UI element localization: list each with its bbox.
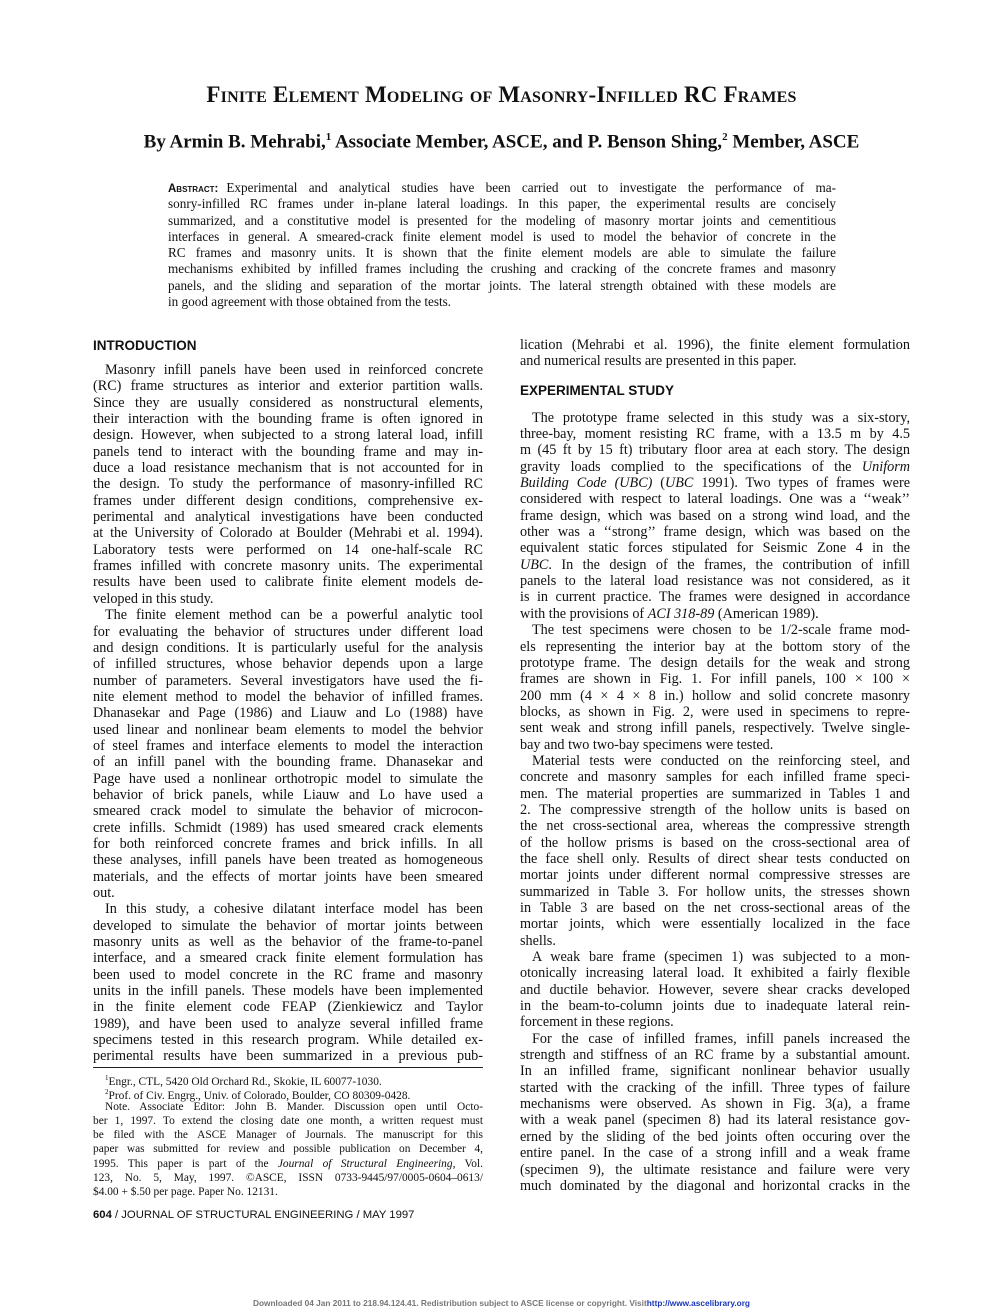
text-segment: Page have used a nonlinear orthotropic model to simulate the <box>93 770 483 787</box>
download-notice-text: Downloaded 04 Jan 2011 to 218.94.124.41. Redistribution subject to ASCE license or copyright. Visit <box>252 1298 647 1308</box>
paragraph <box>520 410 910 622</box>
text-line <box>93 640 483 656</box>
footnote-divider <box>93 1067 483 1068</box>
text-line <box>168 294 836 310</box>
text-line <box>520 1047 910 1063</box>
text-line <box>520 1112 910 1128</box>
text-line <box>93 1048 483 1064</box>
text-line <box>93 967 483 983</box>
text-segment: behavior of brick panels, while Liauw and Lo have used a <box>93 786 483 803</box>
text-segment: 1989), and have been used to analyze several infilled frame <box>93 1015 483 1032</box>
text-line <box>93 738 483 754</box>
text-line <box>520 998 910 1014</box>
italic-text: Journal of Structural Engineering <box>277 1157 453 1170</box>
text-line <box>93 509 483 525</box>
text-segment: $4.00 + $.50 per page. Paper No. 12131. <box>93 1186 278 1199</box>
text-segment: panels, and the sliding and separation of the mortar joints. The lateral strength obtained with these models are <box>168 277 836 293</box>
text-segment: paper was submitted for review and possible publication on December 4, <box>93 1143 483 1156</box>
text-segment: panels tend to interact with the bounding frame and may in- <box>93 443 483 460</box>
paragraph <box>93 362 483 607</box>
text-segment: in the finite element code FEAP (Zienkiewicz and Taylor <box>93 999 483 1016</box>
author-1: By Armin B. Mehrabi, <box>143 131 326 153</box>
paragraph <box>93 607 483 901</box>
text-line <box>93 705 483 721</box>
text-segment: strength and stiffness of an RC frame by a substantial amount. <box>520 1047 910 1064</box>
text-line <box>520 1031 910 1047</box>
text-line <box>93 983 483 999</box>
text-line <box>93 493 483 509</box>
text-line <box>93 444 483 460</box>
text-segment: blocks, as shown in Fig. 2, were used in specimens to repre- <box>520 703 910 720</box>
text-segment: masonry units as well as the behavior of the frame-to-panel <box>93 934 483 951</box>
text-segment: mechanisms were observed. As shown in Fig. 3(a), a frame <box>520 1096 910 1113</box>
text-segment: (specimen 9), the ultimate resistance and failure were very <box>520 1161 910 1178</box>
text-line <box>520 1162 910 1178</box>
text-segment: The test specimens were chosen to be 1/2-scale frame mod- <box>532 622 910 639</box>
text-line <box>93 1157 483 1171</box>
text-line <box>93 885 483 901</box>
text-segment: units in the infill panels. These models have been implemented <box>93 983 483 1000</box>
footnote-text: Prof. of Civ. Engrg., Univ. of Colorado, Boulder, CO 80309-0428. <box>108 1090 411 1103</box>
text-segment: mechanisms exhibited by infilled frames including the crushing and cracking of the concrete frames and masonry <box>168 261 836 277</box>
text-line <box>93 427 483 443</box>
text-line <box>520 884 910 900</box>
text-segment: of an infill panel with the bounding frame. Dhanasekar and <box>93 754 483 771</box>
text-line <box>520 900 910 916</box>
text-segment: nite element method to model the behavior of infilled frames. <box>93 688 483 705</box>
text-segment: interface, and a smeared crack finite element formulation has <box>93 950 483 967</box>
text-segment: these analyses, infill panels have been treated as homogeneous <box>93 852 483 869</box>
text-line <box>520 410 910 426</box>
page-number: 604 <box>93 1209 112 1221</box>
text-segment: m (45 ft by 15 ft) tributary floor area at each story. The design <box>520 442 910 459</box>
text-segment: other was a ‘‘strong’’ frame design, which was based on the <box>520 524 910 541</box>
text-segment: els representing the interior bay at the bottom story of the <box>520 638 910 655</box>
text-line <box>93 624 483 640</box>
paragraph <box>520 949 910 1031</box>
text-segment: Dhanasekar and Page (1986) and Liauw and Lo (1988) have <box>93 705 483 722</box>
text-segment: of infilled structures, whose behavior depends upon a large <box>93 656 483 673</box>
page-footer <box>93 1209 414 1221</box>
text-line <box>93 901 483 917</box>
text-line <box>93 999 483 1015</box>
text-segment: prototype frame. The design details for the weak and strong <box>520 654 910 671</box>
section-heading: INTRODUCTION <box>93 338 197 353</box>
text-segment: mortar joints, which were essentially localized in the face <box>520 916 910 933</box>
text-line <box>520 508 910 524</box>
text-segment: frames are shown in Fig. 1. For infill panels, 100 × 100 × <box>520 671 910 688</box>
text-line <box>93 656 483 672</box>
text-segment: perimental and analytical investigations have been conducted <box>93 509 483 526</box>
text-segment: sonry-infilled RC frames under in-plane lateral loadings. In this paper, the experimental results are concisely <box>168 196 836 212</box>
text-segment: out. <box>93 885 115 901</box>
text-line <box>520 671 910 687</box>
text-segment: concrete and masonry samples for each infilled frame speci- <box>520 769 910 786</box>
text-line <box>520 1096 910 1112</box>
text-line <box>93 1171 483 1185</box>
text-segment: perimental results have been summarized in a previous pub- <box>93 1048 483 1065</box>
text-line <box>520 949 910 965</box>
text-segment: crete infills. Schmidt (1989) has used smeared crack elements <box>93 819 483 836</box>
text-line <box>93 591 483 607</box>
text-line <box>93 1032 483 1048</box>
italic-text: Building Code (UBC) <box>520 475 653 492</box>
text-segment: for evaluating the behavior of structures under different load <box>93 623 483 640</box>
text-segment: 200 mm (4 × 4 × 8 in.) hollow and solid concrete masonry <box>520 687 910 704</box>
text-line <box>520 459 910 475</box>
journal-running-footer: / JOURNAL OF STRUCTURAL ENGINEERING / MAY 1997 <box>111 1209 415 1221</box>
text-segment: mortar joints under different normal compressive stresses are <box>520 867 910 884</box>
text-line <box>520 688 910 704</box>
text-segment: summarized, and a constitutive model is presented for the modeling of masonry mortar joints and cementitious <box>168 212 836 228</box>
text-segment: been used to model concrete in the RC frame and masonry <box>93 966 483 983</box>
text-segment: The prototype frame selected in this study was a six-story, <box>532 409 910 426</box>
text-segment: lication (Mehrabi et al. 1996), the finite element formulation <box>520 337 910 353</box>
author-2: Associate Member, ASCE, and P. Benson Shing, <box>331 131 723 153</box>
text-segment: design. However, when subjected to a strong lateral load, infill <box>93 427 483 444</box>
text-segment: entire panel. In the case of a strong infill and a weak frame <box>520 1145 910 1162</box>
text-line <box>520 753 910 769</box>
download-notice <box>0 1298 1003 1308</box>
text-segment: with the provisions of <box>520 605 648 622</box>
text-line <box>520 557 910 573</box>
text-segment: results have been used to calibrate finite element models de- <box>93 574 483 591</box>
text-segment: Since they are usually considered as nonstructural elements, <box>93 394 483 411</box>
text-segment: Masonry infill panels have been used in reinforced concrete <box>105 362 483 378</box>
text-line <box>93 934 483 950</box>
text-segment: 1991). Two types of frames were <box>693 475 910 492</box>
text-segment: the face shell only. Results of direct shear tests conducted on <box>520 850 910 867</box>
text-segment: much dominated by the diagonal and horizontal cracks in the <box>520 1177 910 1194</box>
text-line <box>520 475 910 491</box>
text-line <box>520 622 910 638</box>
text-line <box>93 771 483 787</box>
text-segment: equivalent static forces stipulated for Seismic Zone 4 in the <box>520 540 910 557</box>
text-line <box>520 353 910 369</box>
text-segment: panels to the lateral load resistance was not considered, as it <box>520 573 910 590</box>
text-segment: men. The material properties are summarized in Tables 1 and <box>520 785 910 802</box>
text-segment: sent weak and strong infill panels, respectively. Twelve single- <box>520 720 910 737</box>
text-line <box>93 476 483 492</box>
text-line <box>520 867 910 883</box>
italic-text: Uniform <box>861 458 910 475</box>
italic-text: ACI 318-89 <box>647 605 715 622</box>
text-line <box>93 689 483 705</box>
text-line <box>93 362 483 378</box>
text-line <box>520 524 910 540</box>
text-line <box>520 1080 910 1096</box>
text-segment: bay and two two-bay specimens were tested. <box>520 736 774 753</box>
footnote-mark: 1 <box>105 1074 109 1082</box>
text-segment: and ductile behavior. However, severe shear cracks developed <box>520 981 910 998</box>
text-line <box>93 1128 483 1142</box>
text-segment: the design. To study the performance of masonry-infilled RC <box>93 476 483 493</box>
text-segment: frames infilled with concrete masonry units. The experimental <box>93 558 483 575</box>
text-segment: For the case of infilled frames, infill panels increased the <box>532 1030 910 1047</box>
text-line <box>168 180 836 196</box>
text-segment: and design conditions. It is particularly useful for the analysis <box>93 639 483 656</box>
text-segment: The finite element method can be a powerful analytic tool <box>105 607 483 624</box>
text-line <box>520 802 910 818</box>
text-line <box>93 574 483 590</box>
text-line <box>93 836 483 852</box>
text-segment: number of parameters. Several investigators have used the fi- <box>93 672 483 689</box>
text-segment: summarized in Table 3. For hollow units, the stresses shown <box>520 883 910 900</box>
text-segment: (RC) frame structures as interior and exterior partition walls. <box>93 378 483 395</box>
paragraph <box>520 1031 910 1194</box>
text-segment: considered with respect to lateral loadings. One was a ‘‘weak’’ <box>520 491 910 508</box>
text-segment: specimens tested in this research program. While detailed ex- <box>93 1032 483 1049</box>
text-segment: forcement in these regions. <box>520 1014 674 1031</box>
text-line <box>520 1063 910 1079</box>
text-segment: veloped in this study. <box>93 590 214 607</box>
text-line <box>520 573 910 589</box>
paragraph <box>520 337 910 370</box>
text-line <box>93 525 483 541</box>
text-line <box>520 540 910 556</box>
text-line <box>520 337 910 353</box>
text-line <box>93 378 483 394</box>
text-line <box>520 1014 910 1030</box>
text-line <box>93 542 483 558</box>
text-line <box>520 916 910 932</box>
text-segment: 1995. This paper is part of the <box>93 1157 278 1170</box>
text-segment: RC frames and masonry units. It is shown that the finite element models are able to simulate the failure <box>168 245 836 261</box>
text-line <box>520 1145 910 1161</box>
text-segment: be filed with the ASCE Manager of Journals. The manuscript for this <box>93 1129 483 1142</box>
text-line <box>93 852 483 868</box>
text-segment: ber 1, 1997. To extend the closing date one month, a written request must <box>93 1114 483 1127</box>
abstract <box>168 180 836 310</box>
editor-note <box>93 1100 483 1200</box>
text-segment: duce a load resistance mechanism that is not accounted for in <box>93 460 483 477</box>
text-segment: Laboratory tests were performed on 14 one-half-scale RC <box>93 541 483 558</box>
text-segment: otonically increasing lateral load. It exhibited a fairly flexible <box>520 965 910 982</box>
left-column <box>93 338 483 1065</box>
text-line <box>93 460 483 476</box>
text-line <box>93 411 483 427</box>
text-line <box>520 965 910 981</box>
text-segment: . In the design of the frames, the contribution of infill <box>548 556 910 573</box>
text-segment: frame design, which was based on a strong wind load, and the <box>520 507 910 524</box>
text-line <box>93 918 483 934</box>
text-segment: and numerical results are presented in this paper. <box>520 353 797 370</box>
text-line <box>520 835 910 851</box>
text-line <box>520 818 910 834</box>
italic-text: UBC <box>665 475 694 492</box>
footnote-1 <box>93 1071 483 1088</box>
footnotes <box>93 1071 483 1200</box>
text-segment: Experimental and analytical studies have been carried out to investigate the performance of ma- <box>226 180 836 195</box>
ascelibrary-link[interactable]: http://www.ascelibrary.org <box>646 1298 751 1308</box>
text-line <box>93 803 483 819</box>
section-heading: EXPERIMENTAL STUDY <box>520 382 675 398</box>
text-segment: used linear and nonlinear beam elements to model the behvior <box>93 721 483 738</box>
text-line <box>520 655 910 671</box>
text-line <box>520 639 910 655</box>
author-suffix: Member, ASCE <box>727 131 860 153</box>
text-line <box>520 786 910 802</box>
text-segment: ( <box>652 475 666 492</box>
text-line <box>168 245 836 261</box>
text-segment: for both reinforced concrete frames and brick infills. In all <box>93 835 483 852</box>
text-line <box>520 851 910 867</box>
text-segment: started with the cracking of the infill. Three types of failure <box>520 1079 910 1096</box>
text-segment: is in current practice. The frames were designed in accordance <box>520 589 910 606</box>
text-segment: gravity loads complied to the specifications of the <box>520 458 862 475</box>
text-line <box>520 589 910 605</box>
text-line <box>520 737 910 753</box>
text-segment: Note. Associate Editor: John B. Mander. Discussion open until Octo- <box>105 1100 483 1113</box>
right-column <box>520 337 910 1194</box>
text-segment: shells. <box>520 932 556 949</box>
text-segment: at the University of Colorado at Boulder (Mehrabi et al. 1994). <box>93 525 483 542</box>
text-segment: , Vol. <box>452 1157 483 1170</box>
text-line <box>93 1142 483 1156</box>
text-line <box>520 1129 910 1145</box>
footnote-mark: 2 <box>105 1088 109 1097</box>
text-segment: (American 1989). <box>714 605 819 622</box>
text-line <box>93 673 483 689</box>
text-segment: of the hollow prisms is based on the cross-sectional area of <box>520 834 910 851</box>
text-segment: smeared crack model to simulate the behavior of microcon- <box>93 803 483 820</box>
text-segment: with a weak panel (specimen 8) had its lateral resistance gov- <box>520 1112 910 1129</box>
text-segment: in good agreement with those obtained from the tests. <box>168 294 452 310</box>
text-segment: of steel frames and interface elements to model the interaction <box>93 737 483 754</box>
text-line <box>520 933 910 949</box>
text-line <box>93 1114 483 1128</box>
text-line <box>520 1178 910 1194</box>
text-segment: In an infilled frame, significant nonlinear behavior usually <box>520 1063 910 1080</box>
text-line <box>168 213 836 229</box>
text-segment: interfaces in general. A smeared-crack finite element model is used to model the behavior of concrete in the <box>168 228 836 244</box>
text-segment: in Table 3 are based on the net cross-sectional areas of the <box>520 900 910 916</box>
text-segment: In this study, a cohesive dilatant interface model has been <box>105 901 483 918</box>
text-line <box>93 787 483 803</box>
text-line <box>168 278 836 294</box>
text-line <box>520 720 910 736</box>
abstract-label: Abstract: <box>168 183 219 195</box>
text-segment: their interaction with the bounding frame is often ignored in <box>93 411 483 428</box>
text-line <box>93 820 483 836</box>
text-line <box>93 722 483 738</box>
text-segment: three-bay, moment resisting RC frame, with a 13.5 m by 4.5 <box>520 426 910 443</box>
text-segment: A weak bare frame (specimen 1) was subjected to a mon- <box>532 949 910 966</box>
text-line <box>168 196 836 212</box>
text-line <box>93 869 483 885</box>
text-line <box>93 1100 483 1114</box>
author-line <box>0 131 1003 153</box>
paragraph <box>520 753 910 949</box>
text-line <box>93 607 483 623</box>
text-segment: the net cross-sectional area, whereas the compressive strength <box>520 818 910 835</box>
text-line <box>520 491 910 507</box>
paragraph <box>93 901 483 1064</box>
footnote-marker-2: 2 <box>722 131 728 143</box>
text-segment: Material tests were conducted on the reinforcing steel, and <box>532 752 910 769</box>
paragraph <box>520 622 910 753</box>
text-line <box>93 1185 483 1199</box>
text-line <box>520 426 910 442</box>
text-line <box>168 261 836 277</box>
footnote-2 <box>93 1085 483 1103</box>
text-line <box>520 606 910 622</box>
text-line <box>93 754 483 770</box>
text-line <box>520 704 910 720</box>
footnote-marker-1: 1 <box>325 131 332 143</box>
text-line <box>93 558 483 574</box>
text-line <box>520 442 910 458</box>
footnote-text: Engr., CTL, 5420 Old Orchard Rd., Skokie, IL 60077-1030. <box>108 1075 382 1088</box>
text-segment: materials, and the effects of mortar joints have been smeared <box>93 868 483 885</box>
text-line <box>93 1016 483 1032</box>
text-line <box>168 229 836 245</box>
text-segment: erned by the sliding of the bed joints often occuring over the <box>520 1128 910 1145</box>
text-line <box>93 395 483 411</box>
text-segment: 123, No. 5, May, 1997. ©ASCE, ISSN 0733-9445/97/0005-0604–0613/ <box>93 1172 483 1185</box>
text-segment: in the beam-to-column joints due to inadequate lateral rein- <box>520 998 910 1015</box>
text-line <box>520 982 910 998</box>
paper-title: Finite Element Modeling of Masonry-Infilled RC Frames <box>206 82 797 107</box>
text-line <box>93 950 483 966</box>
text-segment: 2. The compressive strength of the hollow units is based on <box>520 801 910 818</box>
text-segment: developed to simulate the behavior of mortar joints between <box>93 917 483 934</box>
italic-text: UBC <box>520 556 549 573</box>
text-line <box>520 769 910 785</box>
text-segment: frames under different design conditions, comprehensive ex- <box>93 492 483 509</box>
